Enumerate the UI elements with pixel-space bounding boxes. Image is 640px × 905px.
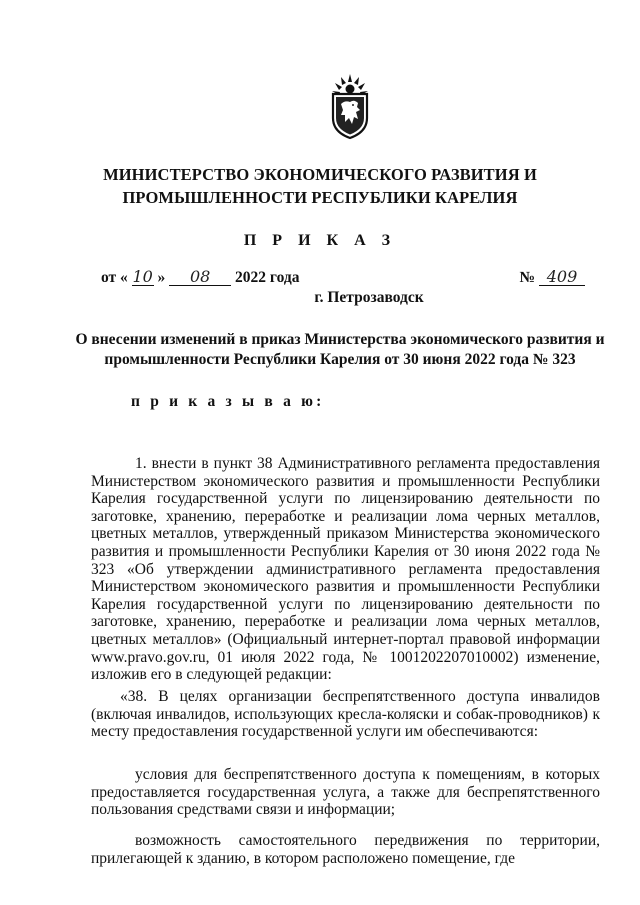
paragraph-3: условия для беспрепятственного доступа к помещениям, в которых предоставляется государственная услуга, а также для беспрепятственного пользования средствами связи и информации; <box>91 766 600 819</box>
coat-of-arms-emblem <box>327 74 373 140</box>
number-value: 409 <box>539 269 585 286</box>
paragraph-2: «38. В целях организации беспрепятственного доступа инвалидов (включая инвалидов, использующих кресла-коляски и собак-проводников) к месту предоставления государственной услуги им обеспечиваются: <box>91 688 600 741</box>
order-subject: О внесении изменений в приказ Министерства экономического развития и промышленности Республики Карелия от 30 июня 2022 года № 323 <box>75 331 605 368</box>
paragraph-4: возможность самостоятельного передвижения по территории, прилегающей к зданию, в котором расположено помещение, где <box>91 832 600 867</box>
date-mid: » <box>157 269 166 286</box>
organization-name: МИНИСТЕРСТВО ЭКОНОМИЧЕСКОГО РАЗВИТИЯ И ПРОМЫШЛЕННОСТИ РЕСПУБЛИКИ КАРЕЛИЯ <box>103 165 537 207</box>
document-type-title: П Р И К А З <box>243 232 397 249</box>
date-prefix: от « <box>101 269 128 286</box>
date-year: 2022 года <box>235 269 300 286</box>
date-month: 08 <box>169 269 231 286</box>
order-number <box>520 269 585 287</box>
city: г. Петрозаводск <box>314 289 424 306</box>
order-date <box>101 269 299 287</box>
paragraph-1: 1. внести в пункт 38 Административного регламента предоставления Министерством экономического развития и промышленности Республики Карелия государственной услуги по лицензированию деятельности по заготовке, хранению, переработке и реализации лома черных металлов, цветных металлов, утвержденный приказом Министерства экономического развития и промышленности Республики Карелия от 30 июня 2022 года № 323 «Об утверждении административного регламента предоставления Министерством экономического развития и промышленности Республики Карелия государственной услуги по лицензированию деятельности по заготовке, хранению, переработке и реализации лома черных металлов, цветных металлов» (Официальный интернет-портал правовой информации www.pravo.gov.ru, 01 июля 2022 года, № 1001202207010002) изменение, изложив его в следующей редакции: <box>91 455 600 684</box>
number-label: № <box>519 269 536 286</box>
order-word: п р и к а з ы в а ю: <box>131 393 325 410</box>
date-day: 10 <box>132 267 153 286</box>
